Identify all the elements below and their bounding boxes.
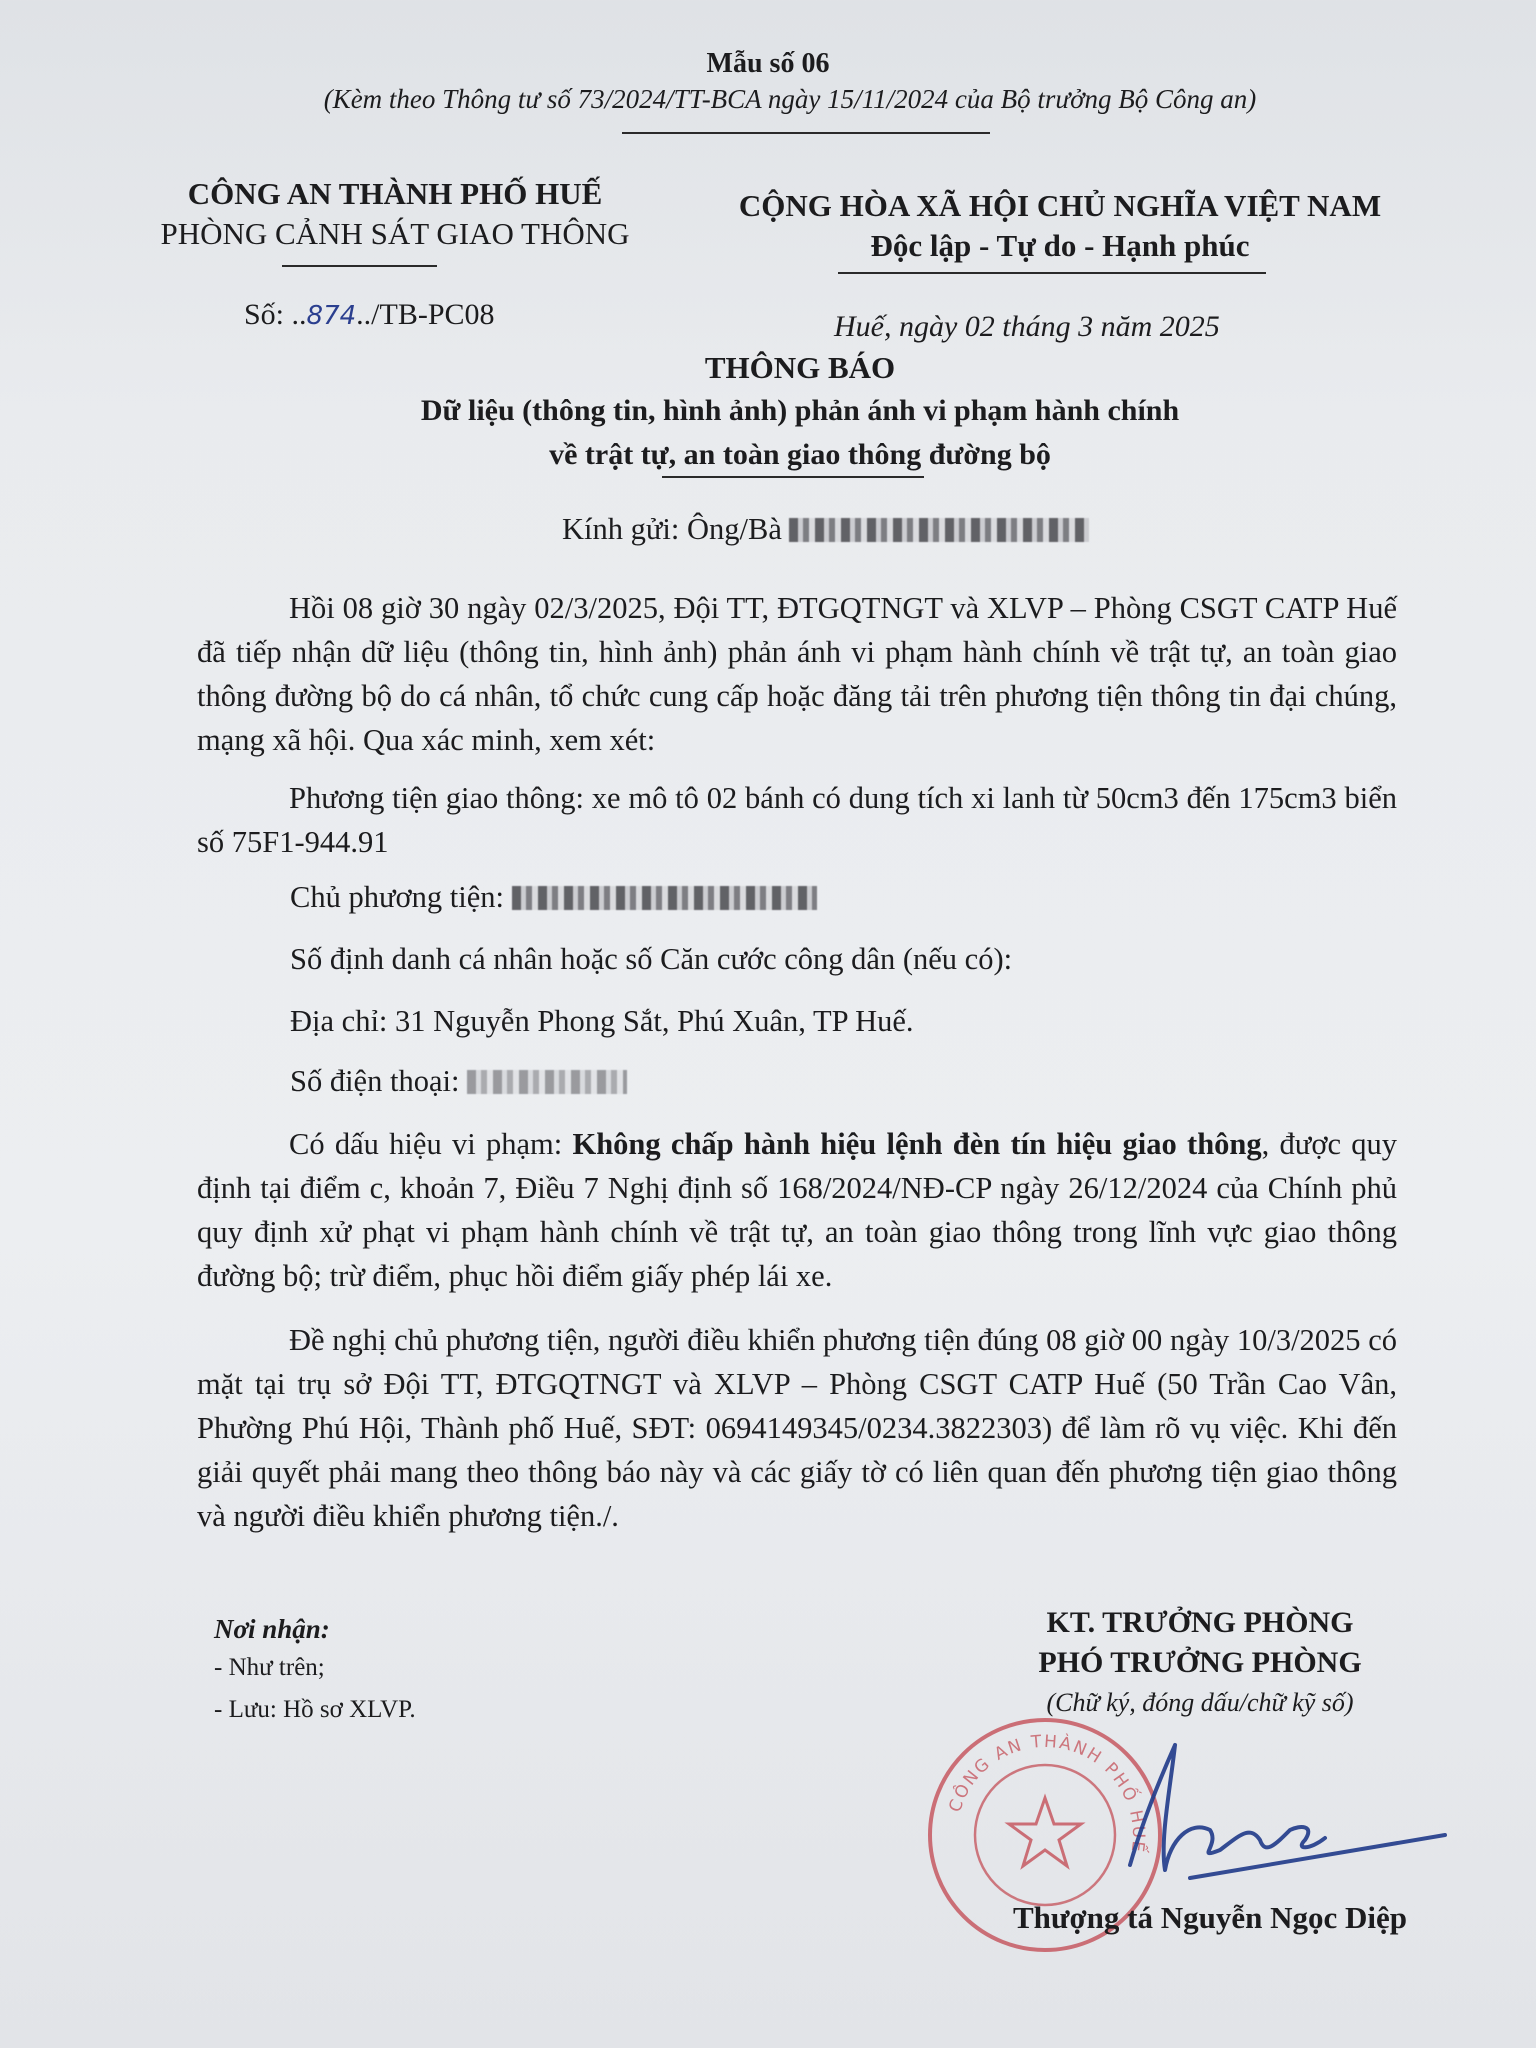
notice-title: THÔNG BÁO [704,350,896,385]
handwritten-signature [1100,1730,1460,1890]
paragraph-vehicle: Phương tiện giao thông: xe mô tô 02 bánh có dung tích xi lanh từ 50cm3 đến 175cm3 biển số 75F1-944.91 [197,781,1397,859]
redacted-recipient-name [789,518,1089,542]
violation-prefix: Có dấu hiệu vi phạm: [289,1127,573,1161]
star-icon [1009,1798,1081,1866]
violation-details: , được quy định tại điểm c, khoản 7, Điều 7 Nghị định số 168/2024/NĐ-CP ngày 26/12/2024 của Chính phủ quy định xử phạt vi phạm hành chính về trật tự, an toàn giao thông trong lĩnh vực giao thông đường bộ; trừ điểm, phục hồi điểm giấy phép lái xe. [197,1127,1398,1293]
header-divider [622,132,990,134]
paragraph-violation [197,1122,1397,1298]
subtitle-underline [662,476,924,478]
notice-subtitle-1: Dữ liệu (thông tin, hình ảnh) phản ánh vi phạm hành chính [420,394,1180,427]
id-label: Số định danh cá nhân hoặc số Căn cước công dân (nếu có): [290,942,1013,976]
national-motto: Độc lập - Tự do - Hạnh phúc [870,228,1250,263]
signature-role-2: PHÓ TRƯỞNG PHÒNG [1038,1646,1362,1679]
phone-line [290,1064,627,1099]
owner-label: Chủ phương tiện: [290,880,504,914]
recipient-label: Kính gửi: Ông/Bà [562,512,782,546]
paragraph-intro: Hồi 08 giờ 30 ngày 02/3/2025, Đội TT, ĐTGQTNGT và XLVP – Phòng CSGT CATP Huế đã tiếp nhận dữ liệu (thông tin, hình ảnh) phản ánh vi phạm hành chính về trật tự, an toàn giao thông đường bộ do cá nhân, tổ chức cung cấp hoặc đăng tải trên phương tiện thông tin đại chúng, mạng xã hội. Qua xác minh, xem xét: [197,591,1397,757]
owner-line [290,880,817,915]
doc-no-prefix: Số: .. [244,298,307,331]
place-date: Huế, ngày 02 tháng 3 năm 2025 [834,310,1220,343]
signer-name: Thượng tá Nguyễn Ngọc Diệp [1012,1900,1408,1935]
document-number [244,298,495,332]
recipient-line [562,512,1089,547]
recipients-item-2: - Lưu: Hồ sơ XLVP. [214,1696,416,1723]
issuer-divider [282,265,437,267]
signature-role-1: KT. TRƯỞNG PHÒNG [1046,1606,1354,1639]
form-attachment-note: (Kèm theo Thông tư số 73/2024/TT-BCA ngày 15/11/2024 của Bộ trưởng Bộ Công an) [323,84,1257,114]
recipients-title: Nơi nhận: [214,1614,330,1644]
national-title: CỘNG HÒA XÃ HỘI CHỦ NGHĨA VIỆT NAM [738,188,1382,223]
issuer-line2: PHÒNG CẢNH SÁT GIAO THÔNG [160,216,630,251]
violation-name: Không chấp hành hiệu lệnh đèn tín hiệu giao thông [572,1127,1262,1161]
redacted-phone [467,1070,627,1094]
motto-underline [838,272,1266,274]
doc-no-handwritten: 874 [306,301,357,331]
signature-note: (Chữ ký, đóng dấu/chữ kỹ số) [1046,1688,1354,1717]
notice-subtitle-2: về trật tự, an toàn giao thông đường bộ [549,438,1051,471]
phone-label: Số điện thoại: [290,1064,460,1098]
address-line: Địa chỉ: 31 Nguyễn Phong Sắt, Phú Xuân, TP Huế. [290,1004,914,1038]
paragraph-request: Đề nghị chủ phương tiện, người điều khiển phương tiện đúng 08 giờ 00 ngày 10/3/2025 có mặt tại trụ sở Đội TT, ĐTGQTNGT và XLVP – Phòng CSGT CATP Huế (50 Trần Cao Vân, Phường Phú Hội, Thành phố Huế, SĐT: 0694149345/0234.3822303) để làm rõ vụ việc. Khi đến giải quyết phải mang theo thông báo này và các giấy tờ có liên quan đến phương tiện giao thông và người điều khiển phương tiện./. [197,1323,1397,1533]
form-number: Mẫu số 06 [706,48,830,79]
recipients-item-1: - Như trên; [214,1654,325,1681]
redacted-owner-name [512,886,817,910]
stamp-text: CÔNG AN THÀNH PHỐ HUẾ [945,1731,1149,1855]
issuer-line1: CÔNG AN THÀNH PHỐ HUẾ [187,176,603,211]
doc-no-suffix: ../TB-PC08 [356,298,495,331]
